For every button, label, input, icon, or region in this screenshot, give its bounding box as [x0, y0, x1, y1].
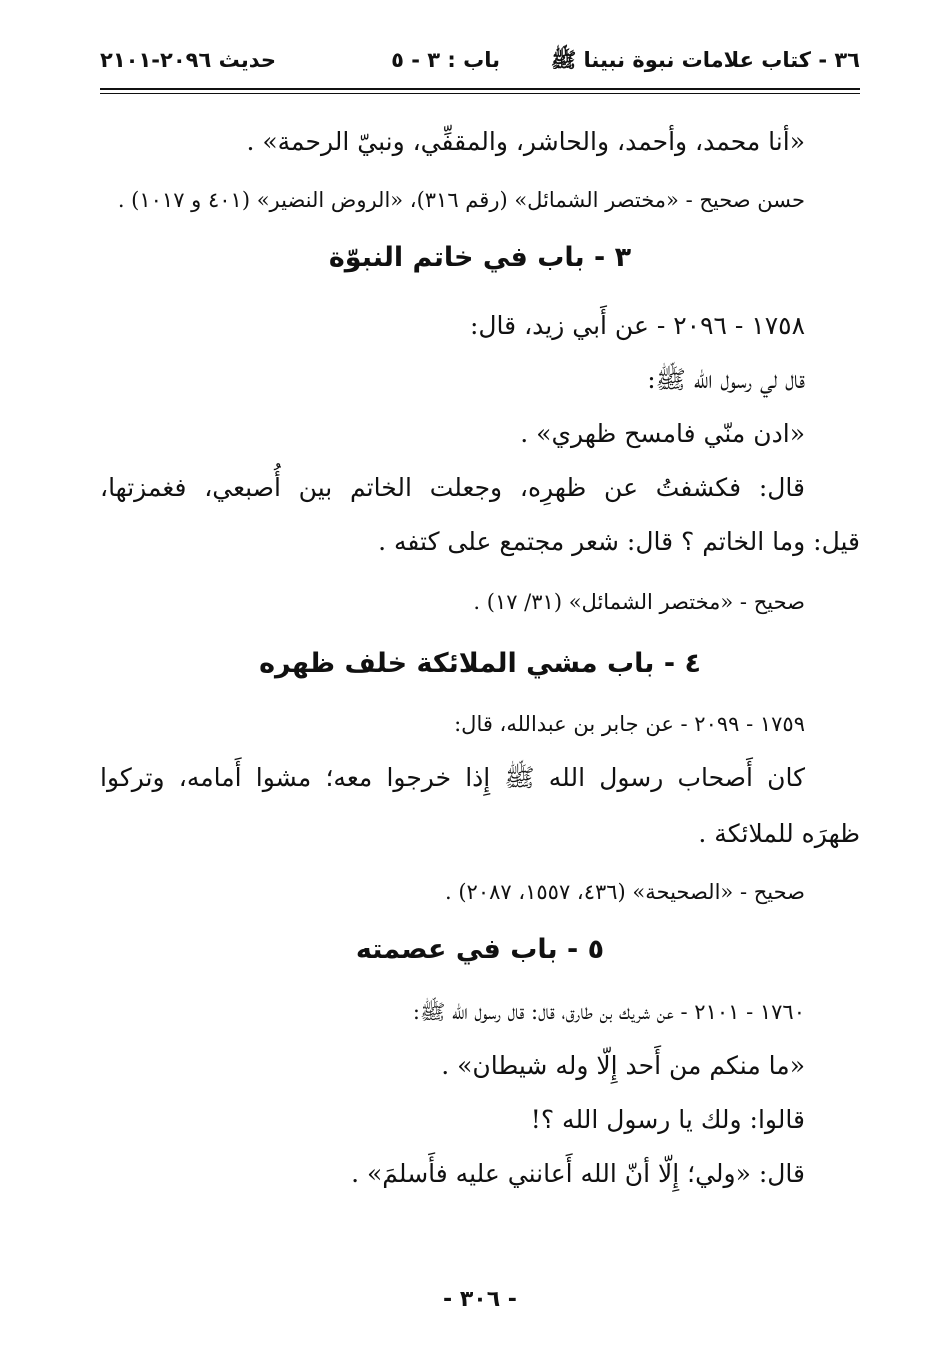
section-heading: ٤ - باب مشي الملائكة خلف ظهره — [259, 648, 701, 679]
running-header — [100, 40, 860, 86]
text-line: قال لي رسول الله ﷺ: — [647, 365, 805, 394]
header-chapter: باب : ٣ - ٥ — [391, 48, 500, 72]
section-heading: ٥ - باب في عصمته — [355, 934, 605, 965]
text-line: قيل: وما الخاتم ؟ قال: شعر مجتمع على كتفه . — [378, 527, 860, 556]
header-hadith-range: حديث ٢٠٩٦-٢١٠١ — [100, 48, 276, 72]
book-page — [100, 40, 860, 1330]
text-line: قالوا: ولك يا رسول الله ؟! — [530, 1105, 805, 1134]
page-number: - ٣٠٦ - — [443, 1287, 517, 1312]
text-line: «أنا محمد، وأحمد، والحاشر، والمقفِّي، ونبيّ الرحمة» . — [246, 127, 805, 156]
text-line: «ما منكم من أَحد إِلّا وله شيطان» . — [441, 1051, 805, 1080]
header-book-title: ٣٦ - كتاب علامات نبوة نبينا ﷺ — [550, 48, 860, 72]
header-rule-thin — [100, 93, 860, 94]
grading-line: صحيح - «الصحيحة» (٤٣٦، ١٥٥٧، ٢٠٨٧) . — [445, 880, 805, 904]
hadith-number-line: ١٧٥٩ - ٢٠٩٩ - عن جابر بن عبدالله، قال: — [454, 712, 805, 736]
text-line: قال: فكشفتُ عن ظهرِه، وجعلت الخاتم بين أُصبعي، فغمزتها، — [100, 473, 805, 502]
grading-line: صحيح - «مختصر الشمائل» (٣١/ ١٧) . — [473, 590, 805, 614]
text-line: قال: «ولي؛ إِلّا أنّ الله أَعانني عليه فأَسلمَ» . — [351, 1159, 805, 1188]
grading-line: حسن صحيح - «مختصر الشمائل» (رقم ٣١٦)، «الروض النضير» (٤٠١ و ١٠١٧) . — [117, 188, 805, 212]
text-line: ظهرَه للملائكة . — [698, 819, 860, 848]
text-line: كان أَصحاب رسول الله ﷺ إِذا خرجوا معه؛ مشوا أَمامه، وتركوا — [100, 763, 805, 792]
text-line: «ادن منّي فامسح ظهري» . — [520, 419, 805, 448]
section-heading: ٣ - باب في خاتم النبوّة — [328, 242, 632, 273]
header-rule — [100, 88, 860, 90]
hadith-number-line: ١٧٦٠ - ٢١٠١ - عن شريك بن طارق، قال: قال رسول الله ﷺ: — [412, 1000, 805, 1024]
hadith-number-line: ١٧٥٨ - ٢٠٩٦ - عن أَبي زيد، قال: — [469, 311, 805, 340]
